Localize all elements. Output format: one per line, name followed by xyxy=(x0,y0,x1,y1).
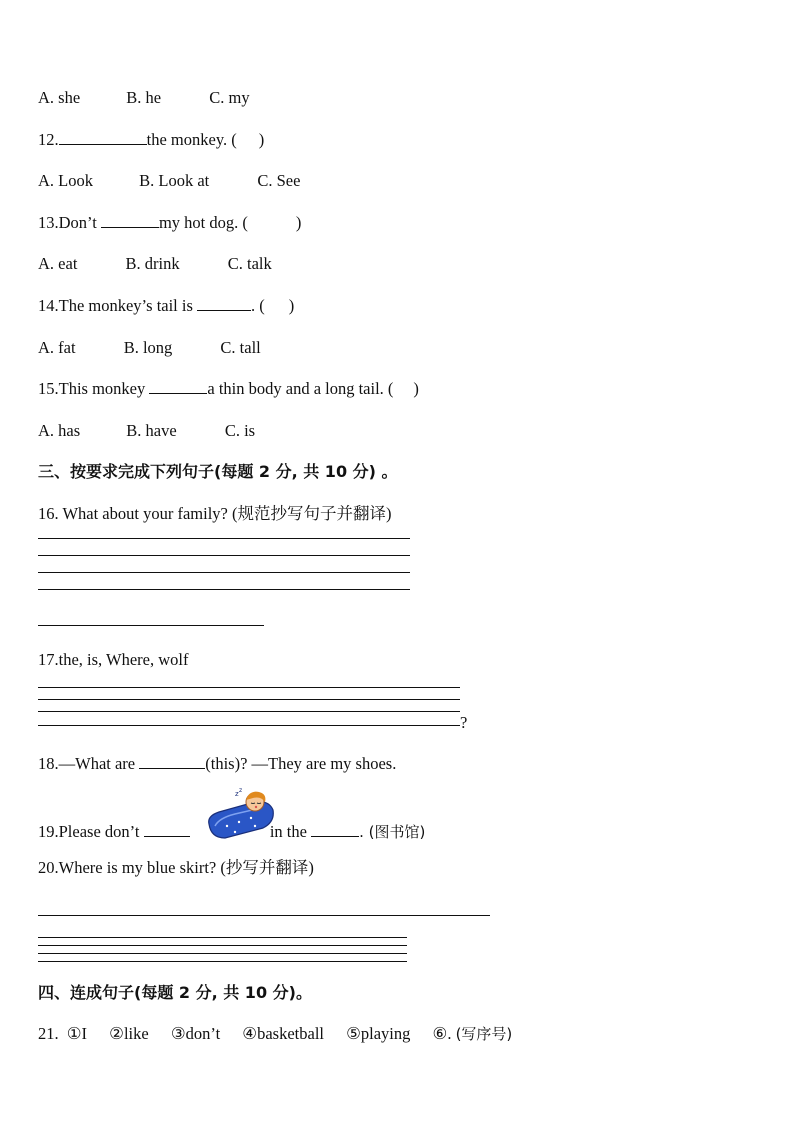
q15-option-b: B. have xyxy=(126,421,177,440)
q11-options xyxy=(38,88,250,108)
q18-blank[interactable] xyxy=(139,754,205,769)
q16-translation-line[interactable] xyxy=(38,625,264,626)
q16-text: What about your family? (规范抄写句子并翻译) xyxy=(58,504,392,523)
q20-answer-line-5[interactable] xyxy=(38,961,407,962)
q21-word-3: ③don’t xyxy=(170,1024,221,1043)
q12-number: 12. xyxy=(38,130,59,149)
q21-number: 21. xyxy=(38,1024,59,1043)
q15-text: a thin body and a long tail. ( xyxy=(207,379,394,398)
q14-option-c: C. tall xyxy=(220,338,261,357)
q12-question xyxy=(38,130,264,150)
section4-heading: 四、连成句子(每题 2 分, 共 10 分)。 xyxy=(38,983,312,1002)
q17-text: the, is, Where, wolf xyxy=(58,650,189,669)
q20-question xyxy=(38,858,314,878)
q12-blank[interactable] xyxy=(59,130,147,145)
q16-answer-line-4[interactable] xyxy=(38,589,410,590)
q12-option-c: C. See xyxy=(257,171,301,190)
q15-question xyxy=(38,379,419,399)
q21-question xyxy=(38,1024,512,1044)
q13-pre: Don’t xyxy=(58,213,97,232)
q12-text: the monkey. ( xyxy=(146,130,237,149)
q15-close: ) xyxy=(413,379,419,398)
q21-word-5: ⑤playing xyxy=(346,1024,411,1043)
q17-answer-line-3[interactable] xyxy=(38,711,460,712)
q13-blank[interactable] xyxy=(101,213,159,228)
q16-answer-line-2[interactable] xyxy=(38,555,410,556)
q12-options xyxy=(38,171,300,191)
q21-word-2: ②like xyxy=(109,1024,149,1043)
q13-option-a: A. eat xyxy=(38,254,78,273)
q13-text: my hot dog. ( xyxy=(158,213,248,232)
q15-blank[interactable] xyxy=(149,379,207,394)
q11-option-c: C. my xyxy=(209,88,250,107)
q14-pre: The monkey’s tail is xyxy=(58,296,193,315)
q14-options xyxy=(38,338,261,358)
q14-option-b: B. long xyxy=(123,338,173,357)
q15-pre: This monkey xyxy=(58,379,146,398)
q20-answer-line-1[interactable] xyxy=(38,915,490,916)
q20-answer-line-3[interactable] xyxy=(38,945,407,946)
q20-number: 20. xyxy=(38,858,59,877)
q17-answer-line-2[interactable] xyxy=(38,699,460,700)
q17-number: 17. xyxy=(38,650,59,669)
q11-option-b: B. he xyxy=(126,88,162,107)
q14-blank[interactable] xyxy=(197,296,251,311)
q20-answer-line-2[interactable] xyxy=(38,937,407,938)
q21-word-6: ⑥. xyxy=(432,1024,452,1043)
q15-options xyxy=(38,421,255,441)
q14-question xyxy=(38,296,294,316)
q11-option-a: A. she xyxy=(38,88,81,107)
q14-close: ) xyxy=(288,296,295,315)
q19-post: . (图书馆) xyxy=(359,823,426,841)
q19-blank-1[interactable] xyxy=(144,822,190,837)
q21-word-1: ①I xyxy=(66,1024,88,1043)
q18-number: 18. xyxy=(38,754,59,773)
q13-question xyxy=(38,213,301,233)
q14-text: . ( xyxy=(251,296,265,315)
q19-mid: in the xyxy=(269,822,307,841)
q14-number: 14. xyxy=(38,296,59,315)
q19-number: 19. xyxy=(38,822,59,841)
q18-text: (this)? —They are my shoes. xyxy=(205,754,397,773)
q15-option-c: C. is xyxy=(224,421,256,440)
q17-answer-line-1[interactable] xyxy=(38,687,460,688)
q16-question xyxy=(38,504,391,524)
svg-text:z: z xyxy=(239,788,243,794)
section3-heading: 三、按要求完成下列句子(每题 2 分, 共 10 分) 。 xyxy=(38,462,398,481)
svg-text:z: z xyxy=(235,790,239,798)
q20-answer-line-4[interactable] xyxy=(38,953,407,954)
q14-option-a: A. fat xyxy=(38,338,76,357)
q12-option-b: B. Look at xyxy=(139,171,210,190)
q17-question xyxy=(38,650,188,670)
q15-number: 15. xyxy=(38,379,59,398)
q12-option-a: A. Look xyxy=(38,171,93,190)
q13-option-b: B. drink xyxy=(125,254,180,273)
q13-number: 13. xyxy=(38,213,59,232)
q18-pre: —What are xyxy=(58,754,136,773)
q17-question-mark: ? xyxy=(460,713,468,732)
q20-text: Where is my blue skirt? (抄写并翻译) xyxy=(58,858,314,877)
q19-blank-2[interactable] xyxy=(311,822,359,837)
q21-note: (写序号) xyxy=(455,1025,513,1043)
q18-question xyxy=(38,754,396,774)
q16-answer-line-1[interactable] xyxy=(38,538,410,539)
q21-word-4: ④basketball xyxy=(242,1024,324,1043)
q16-answer-line-3[interactable] xyxy=(38,572,410,573)
q19-pre: Please don’t xyxy=(58,822,140,841)
q16-number: 16. xyxy=(38,504,59,523)
q13-options xyxy=(38,254,272,274)
q17-answer-line-4[interactable] xyxy=(38,725,460,726)
q13-close: ) xyxy=(295,213,302,232)
q15-option-a: A. has xyxy=(38,421,81,440)
q13-option-c: C. talk xyxy=(227,254,272,273)
q12-close: ) xyxy=(258,130,265,149)
sleeping-child-icon xyxy=(205,788,277,840)
